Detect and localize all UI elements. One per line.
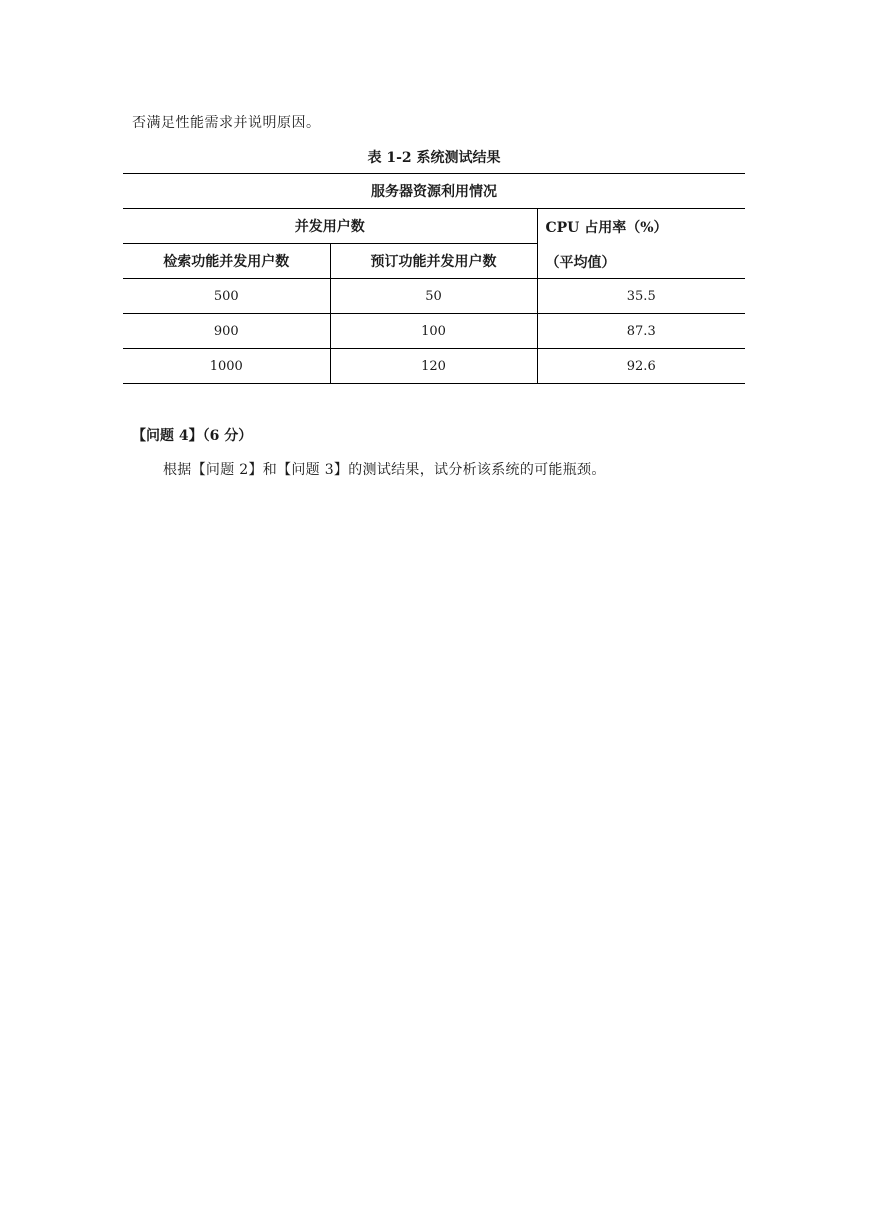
- question-4-body: 根据【问题 2】和【问题 3】的测试结果，试分析该系统的可能瓶颈。: [163, 462, 606, 478]
- intro-text: 否满足性能需求并说明原因。: [132, 115, 321, 131]
- booking-users-header: 预订功能并发用户数: [330, 244, 537, 279]
- table-row: [123, 314, 745, 349]
- cpu-usage-cell: 92.6: [537, 349, 745, 384]
- cpu-usage-cell: 35.5: [537, 279, 745, 314]
- table-header-row: [123, 209, 745, 244]
- table-caption: 表 1-2 系统测试结果: [367, 150, 501, 166]
- table-row: [123, 279, 745, 314]
- results-table: [123, 173, 745, 384]
- search-users-cell: 900: [123, 314, 330, 349]
- cpu-header-line2: （平均值）: [545, 255, 616, 271]
- cpu-usage-cell: 87.3: [537, 314, 745, 349]
- table-group-header-row: [123, 174, 745, 209]
- search-users-cell: 1000: [123, 349, 330, 384]
- cpu-usage-header: [537, 209, 745, 279]
- concurrent-users-header: 并发用户数: [123, 209, 537, 244]
- booking-users-cell: 100: [330, 314, 537, 349]
- cpu-header-line1: CPU 占用率（%）: [545, 220, 668, 236]
- table-row: [123, 349, 745, 384]
- group-header: 服务器资源利用情况: [123, 174, 745, 209]
- search-users-cell: 500: [123, 279, 330, 314]
- search-users-header: 检索功能并发用户数: [123, 244, 330, 279]
- question-4-heading: 【问题 4】（6 分）: [132, 428, 253, 444]
- booking-users-cell: 50: [330, 279, 537, 314]
- booking-users-cell: 120: [330, 349, 537, 384]
